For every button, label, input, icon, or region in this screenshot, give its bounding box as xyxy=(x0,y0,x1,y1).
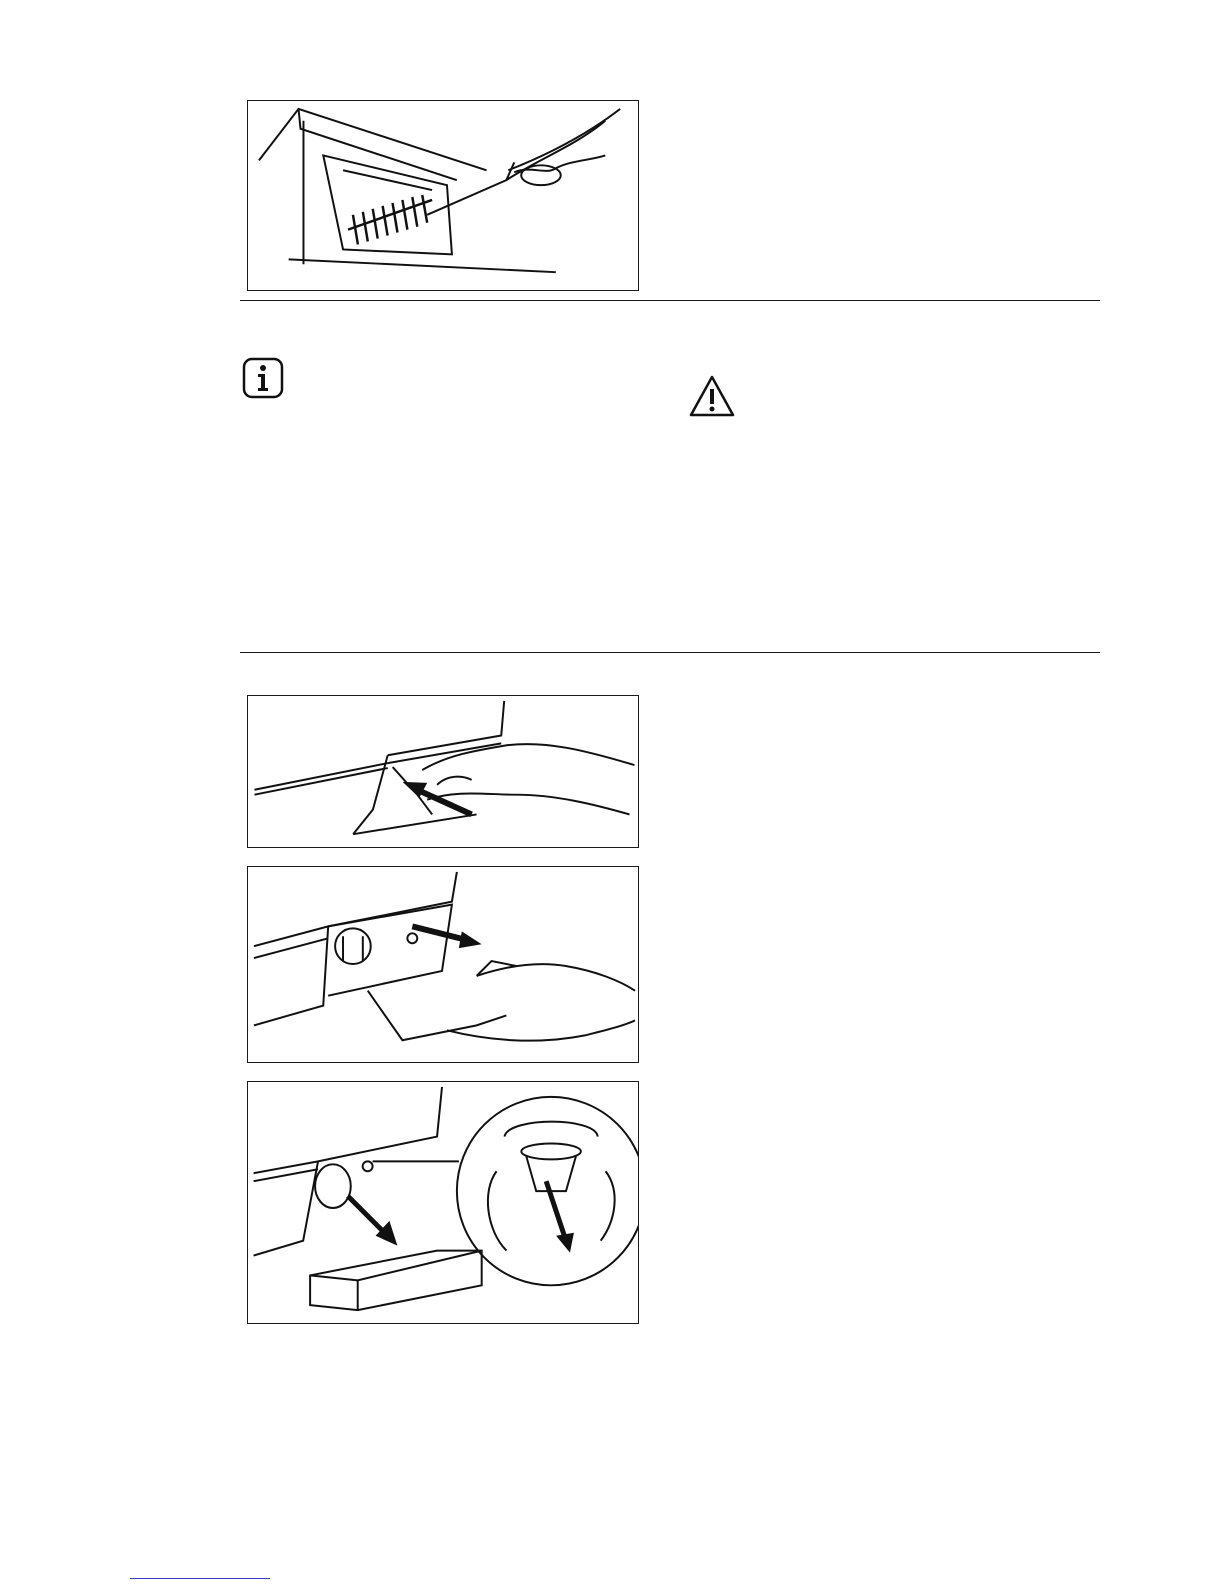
section-divider-top xyxy=(240,300,1100,301)
figure-open-flap xyxy=(247,695,639,848)
info-icon xyxy=(242,357,284,399)
footer-link-underline xyxy=(130,1578,270,1579)
open-flap-illustration xyxy=(248,696,638,847)
figure-remove-flap xyxy=(247,866,639,1063)
figure-drain-filter xyxy=(247,1081,639,1324)
drain-filter-removal-illustration xyxy=(248,1082,638,1323)
section-divider-middle xyxy=(240,652,1100,653)
remove-flap-illustration xyxy=(248,867,638,1062)
figure-dispenser-brush xyxy=(247,100,639,291)
dispenser-brush-illustration xyxy=(248,101,638,290)
warning-icon xyxy=(688,374,736,418)
